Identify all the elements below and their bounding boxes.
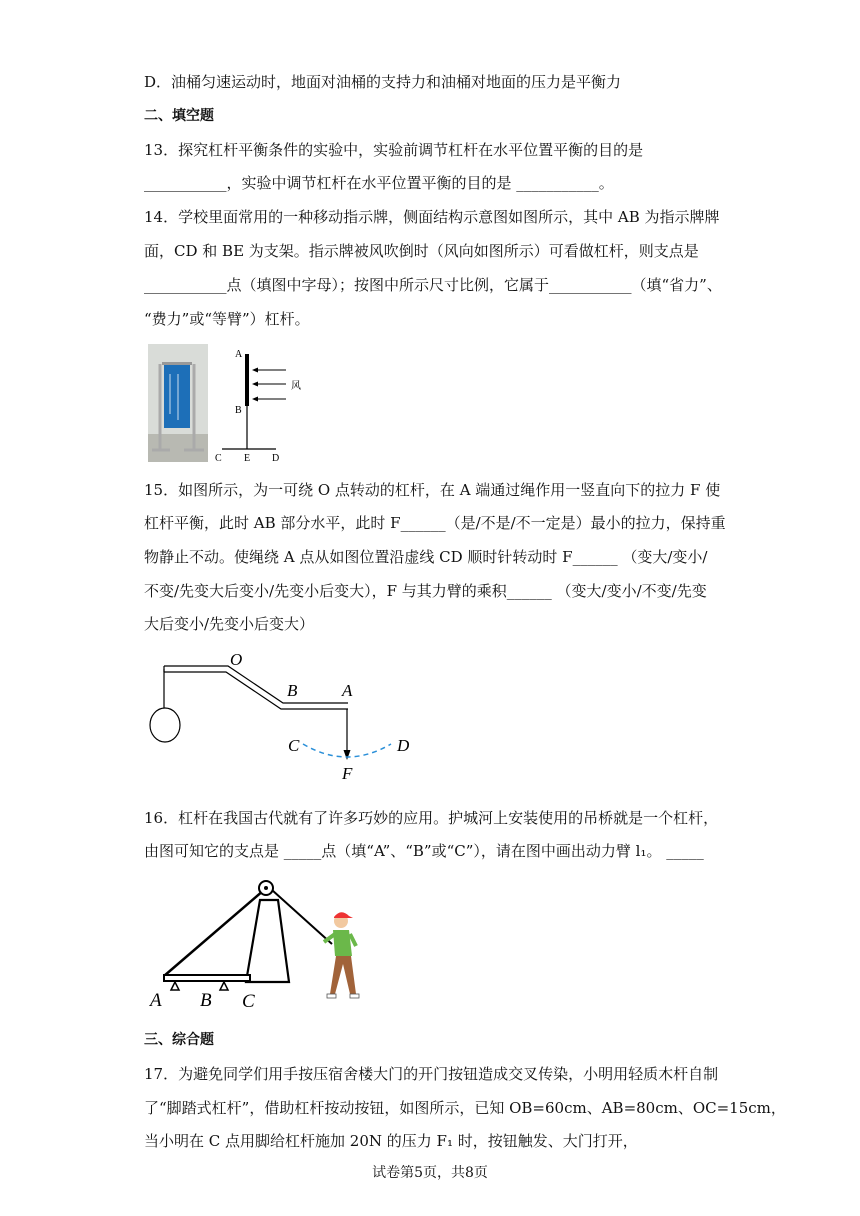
sign-photo <box>148 344 208 462</box>
label-a: A <box>342 681 353 700</box>
label-c: C <box>215 453 222 464</box>
q15-line-5: 大后变小/先变小后变大） <box>144 615 315 633</box>
sign-diagram <box>214 344 314 464</box>
label-e: E <box>244 453 251 464</box>
label-o: O <box>230 650 243 669</box>
q12-option-d: D．油桶匀速运动时，地面对油桶的支持力和油桶对地面的压力是平衡力 <box>144 73 622 91</box>
q14-line-2: 面，CD 和 BE 为支架。指示牌被风吹倒时（风向如图所示）可看做杠杆，则支点是 <box>144 242 699 260</box>
label-a: A <box>235 349 243 360</box>
q14-line-3: ___________点（填图中字母）；按图中所示尺寸比例，它属于___________（填“省力”、 <box>144 276 722 294</box>
q14-line-1: 14．学校里面常用的一种移动指示牌，侧面结构示意图如图所示，其中 AB 为指示牌牌 <box>144 208 720 226</box>
section-heading-fill-blank: 二、填空题 <box>144 108 214 124</box>
label-d: D <box>397 736 410 755</box>
label-b: B <box>235 405 242 416</box>
label-a: A <box>150 990 162 1010</box>
sign-board <box>245 354 249 406</box>
q13-line-1: 13．探究杠杆平衡条件的实验中，实验前调节杠杆在水平位置平衡的目的是 <box>144 141 644 159</box>
label-wind: 风 <box>291 381 301 392</box>
person-figure <box>324 912 359 998</box>
q14-line-4: “费力”或“等臂”）杠杆。 <box>144 310 310 328</box>
q17-line-1: 17．为避免同学们用手按压宿舍楼大门的开门按钮造成交叉传染，小明用轻质木杆自制 <box>144 1065 719 1083</box>
label-b: B <box>200 990 212 1010</box>
label-c: C <box>288 736 300 755</box>
label-b: B <box>287 681 298 700</box>
label-f: F <box>342 764 353 783</box>
q17-line-2: 了“脚踏式杠杆”，借助杠杆按动按钮，如图所示，已知 OB=60cm、AB=80cm、OC=15cm， <box>144 1099 786 1117</box>
q15-line-2: 杠杆平衡，此时 AB 部分水平，此时 F______（是/不是/不一定是）最小的拉力，保持重 <box>144 514 726 532</box>
label-c: C <box>242 991 255 1010</box>
drawbridge-diagram <box>144 876 374 1010</box>
weight-ball <box>150 708 180 742</box>
lever-diagram <box>140 648 430 784</box>
section-heading-comprehensive: 三、综合题 <box>144 1032 214 1048</box>
bridge-deck <box>164 975 250 981</box>
q16-line-1: 16．杠杆在我国古代就有了许多巧妙的应用。护城河上安装使用的吊桥就是一个杠杆， <box>144 809 719 827</box>
q15-line-1: 15．如图所示，为一可绕 O 点转动的杠杆，在 A 端通过绳作用一竖直向下的拉力 F 使 <box>144 481 721 499</box>
q15-line-4: 不变/先变大后变小/先变小后变大），F 与其力臂的乘积______ （变大/变小/不变/先变 <box>144 582 707 600</box>
q17-line-3: 当小明在 C 点用脚给杠杆施加 20N 的压力 F₁ 时，按钮触发、大门打开， <box>144 1132 638 1150</box>
label-d: D <box>272 453 280 464</box>
page-footer: 试卷第5页，共8页 <box>372 1165 488 1181</box>
q15-line-3: 物静止不动。使绳绕 A 点从如图位置沿虚线 CD 顺时针转动时 F______ （变大/变小/ <box>144 548 708 566</box>
q13-line-2: ___________，实验中调节杠杆在水平位置平衡的目的是 ___________。 <box>144 174 614 192</box>
q16-line-2: 由图可知它的支点是 _____点（填“A”、“B”或“C”），请在图中画出动力臂 l₁。 _____ <box>144 842 704 860</box>
tower <box>246 900 289 982</box>
